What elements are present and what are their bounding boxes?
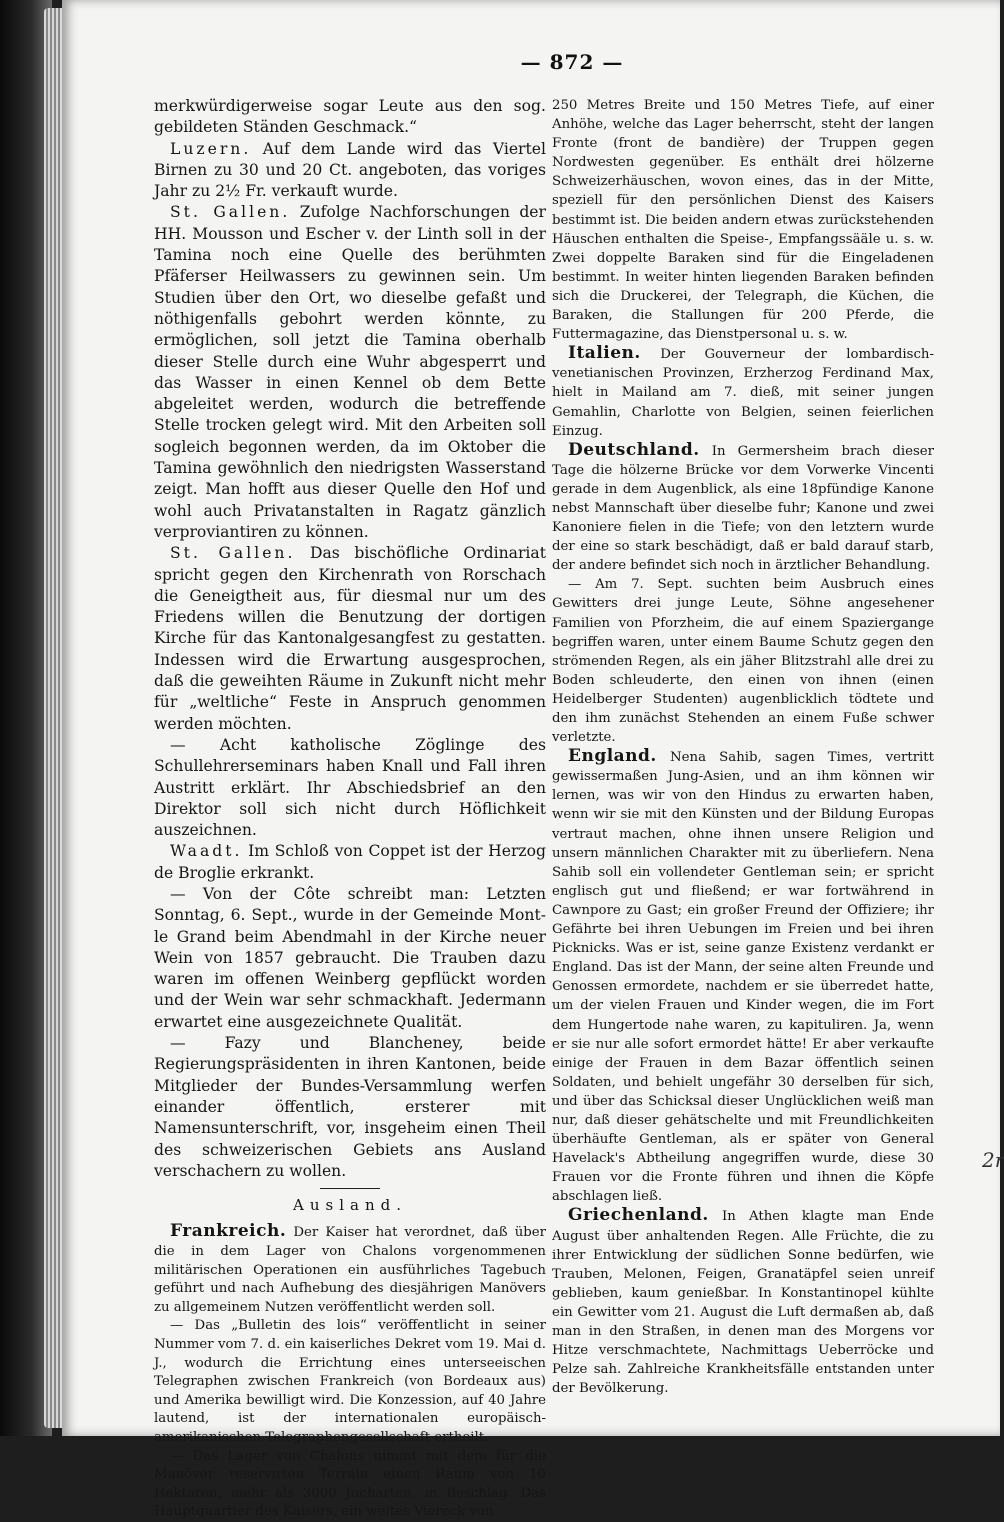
place-heading: England. [568,746,657,767]
paragraph [154,139,546,203]
paragraph-text: Nena Sahib, sagen Times, vertritt gewissermaßen Jung-Asien, und an ihm können wir lernen, was wir von den Hindus zu erwarten haben, wenn wir sie mit den Künsten und der Bildung Europas vertraut machen, ohne ihnen unsere Religion und unsern männlichen Charakter mit zu überliefern. Nena Sahib soll ein vollendeter Gentleman sein; er spricht englisch gut und fließend; er war fortwährend in Cawnpore zu Gast; ein großer Freund der Offiziere; ihr Gefährte bei ihren Uebungen im Freien und bei ihren Picknicks. Was er ist, seine ganze Existenz verdankt er England. Das ist der Mann, der seine alten Freunde und Genossen ermordete, nachdem er sie überredet hatte, um der vielen Frauen und Kinder wegen, die im Fort dem Hungertode nahe waren, zu kapituliren. Ja, wenn er sie nur alle sofort ermordet hätte! Er aber verkaufte einige der Frauen in dem Bazar öffentlich seinen Soldaten, und behielt ungefähr 30 derselben für sich, und über das Schicksal dieser Unglücklichen weiß man nur, daß dieser gehätschelte und mit Freundlichkeiten überhäufte Gentleman, als er später von General Havelack's Abtheilung angegriffen wurde, diese 30 Frauen vor die Fronte führen und ihnen die Köpfe abschlagen ließ. [552,750,934,1205]
paragraph [154,96,546,139]
paragraph [154,1222,546,1317]
paragraph-text: 250 Metres Breite und 150 Metres Tiefe, auf einer Anhöhe, welche das Lager beherrscht, steht der langen Fronte (front de bandière) der Truppen gegen Nordwesten gegenüber. Es enthält drei hölzerne Schweizerhäuschen, wovon eines, das in der Mitte, speziell für den persönlichen Dienst des Kaisers bestimmt ist. Die beiden andern etwas zurückstehenden Häuschen enthalten die Speise-, Empfangssääle u. s. w. Zwei doppelte Baraken sind für die Eingeladenen bestimmt. In weiter hinten liegenden Baraken befinden sich die Druckerei, der Telegraph, die Küchen, die Baraken, die Stallungen für 200 Pferde, die Futtermagazine, das Dienstpersonal u. s. w. [552,98,934,343]
place-heading: St. Gallen. [170,203,291,222]
paragraph-text: Der Kaiser hat verordnet, daß über die in dem Lager von Chalons vorgenommenen militärischen Operationen ein ausführliches Tagebuch geführt und nach Aufhebung des diesjährigen Manövers zu allgemeinem Nutzen veröffentlicht werden soll. [154,1225,546,1315]
handwritten-margin-note: 2r [982,1148,1004,1172]
paragraph [154,1317,546,1447]
paragraph-text: — Am 7. Sept. suchten beim Ausbruch eines Gewitters drei junge Leute, Söhne angesehener Familien von Pforzheim, die auf einem Spaziergange begriffen waren, unter einem Baume Schutz gegen den strömenden Regen, als ein jäher Blitzstrahl alle drei zu Boden schleuderte, den einen von ihnen (einen Heidelberger Studenten) augenblicklich tödtete und den ihm zunächst Stehenden an einem Fuße schwer verletzte. [552,577,934,746]
section-heading: Ausland. [293,1196,407,1215]
paragraph-text: — Von der Côte schreibt man: Letzten Sonntag, 6. Sept., wurde in der Gemeinde Mont-le Grand beim Abendmahl in der Kirche neuer Wein von 1857 gebraucht. Die Trauben dazu waren im offenen Weinberg gepflückt worden und der Wein war sehr schmackhaft. Jedermann erwartet eine ausgezeichnete Qualität. [154,884,546,1031]
paragraph-text: In Germersheim brach dieser Tage die hölzerne Brücke vor dem Vorwerke Vincenti gerade in dem Augenblick, als eine 18pfündige Kanone nebst Mannschaft über dieselbe fuhr; Kanone und zwei Kanoniere fielen in die Tiefe; von den letztern wurde der eine so stark beschädigt, daß er bald darauf starb, der andere befindet sich noch in ärztlicher Behandlung. [552,443,934,574]
paragraph [154,202,546,543]
right-column [552,96,934,1398]
place-heading: Frankreich. [170,1221,287,1242]
paragraph [154,884,546,1033]
right-paragraphs [552,96,934,1398]
newspaper-page [62,0,1004,1520]
paragraph [552,747,934,1206]
paragraph [552,1206,934,1398]
paragraph [552,96,934,344]
left-paragraphs [154,96,546,1182]
paragraph-text: merkwürdigerweise sogar Leute aus den sog. gebildeten Ständen Geschmack.“ [154,97,546,137]
paragraph [552,441,934,576]
paragraph [552,575,934,747]
left-paragraphs-small [154,1222,546,1522]
paragraph-text: Auf dem Lande wird das Viertel Birnen zu 30 und 20 Ct. angeboten, das voriges Jahr zu 2½ Fr. verkauft wurde. [154,139,546,201]
paragraph-text: — Acht katholische Zöglinge des Schullehrerseminars haben Knall und Fall ihren Austritt erklärt. Ihr Abschiedsbrief an den Direktor soll sich nicht durch Höflichkeit auszeichnen. [154,735,546,840]
paragraph-text: In Athen klagte man Ende August über anhaltenden Regen. Alle Früchte, die zu ihrer Entwicklung der südlichen Sonne bedürfen, wie Trauben, Melonen, Feigen, Granatäpfel seien unreif geblieben, kaum genießbar. In Konstantinopel kühlte ein Gewitter vom 21. August die Luft dermaßen ab, daß man in den Straßen, in denen man des Morgens vor Hitze verschmachtete, Nachmittags Ueberröcke und Pelze sah. Zahlreiche Krankheitsfälle entstanden unter der Bevölkerung. [552,1209,934,1397]
paragraph [552,344,934,440]
paragraph-text: Das bischöfliche Ordinariat spricht gegen den Kirchenrath von Rorschach die Geneigtheit aus, für diesmal nur um des Friedens willen die Benutzung der dortigen Kirche für das Kantonalgesangfest zu gestatten. Indessen wird die Erwartung ausgesprochen, daß die geweihten Räume in Zukunft nicht mehr für „weltliche“ Feste in Anspruch genommen werden möchten. [154,544,546,733]
place-heading: Italien. [568,343,641,364]
paragraph-text: — Das Lager von Chalons nimmt mit dem für die Manöver reservirten Terrain einen Raum von 10 Hektaren, mehr als 3000 Jucharten, in Beschlag. Das Hauptquartier des Kaisers, ein weites Viereck von [154,1448,546,1520]
paragraph [154,543,546,735]
paragraph [154,1448,546,1522]
paragraph-text: — Das „Bulletin des lois“ veröffentlicht in seiner Nummer vom 7. d. ein kaiserliches Dekret vom 19. Mai d. J., wodurch die Errichtung eines unterseeischen Telegraphen zwischen Frankreich (von Bordeaux aus) und Amerika bewilligt wird. Die Konzession, auf 40 Jahre lautend, ist der internationalen europäisch-amerikanischen Telegraphengesellschaft ertheilt. [154,1318,546,1445]
paragraph [154,735,546,841]
paragraph [154,1033,546,1182]
place-heading: Luzern. [170,139,252,158]
paragraph-text: Der Gouverneur der lombardisch-venetianischen Provinzen, Erzherzog Ferdinand Max, hielt in Mailand am 7. dieß, mit seiner jungen Gemahlin, Charlotte von Belgien, seinen feierlichen Einzug. [552,347,934,439]
left-column [154,96,546,1522]
place-heading: St. Gallen. [170,544,296,563]
paragraph-text: Zufolge Nachforschungen der HH. Mousson und Escher v. der Linth soll in der Tamina noch eine Quelle des berühmten Pfäferser Heilwassers zu gewinnen sein. Um Studien über den Ort, wo dieselbe gefaßt und nöthigenfalls gebohrt werden könnte, zu ermöglichen, soll jetzt die Tamina oberhalb dieser Stelle durch eine Wuhr abgesperrt und das Wasser in einen Kennel ob dem Bette abgeleitet werden, wodurch die betreffende Stelle trocken gelegt wird. Mit den Arbeiten soll sogleich begonnen werden, da im Oktober die Tamina gewöhnlich den niedrigsten Wasserstand zeigt. Man hofft aus dieser Quelle den Hof und wohl auch Privatanstalten in Ragatz gänzlich verproviantiren zu können. [154,203,546,541]
page-edges [44,8,64,1428]
paragraph-text: Im Schloß von Coppet ist der Herzog de Broglie erkrankt. [154,842,546,882]
paragraph [154,841,546,884]
page-number: — 872 — [520,50,624,74]
place-heading: Deutschland. [568,439,700,460]
place-heading: Waadt. [170,842,243,861]
paragraph-text: — Fazy und Blancheney, beide Regierungspräsidenten in ihren Kantonen, beide Mitglieder der Bundes-Versammlung werfen einander öffentlich, ersterer mit Namensunterschrift, vor, insgeheim einen Theil des schweizerischen Gebiets ans Ausland verschachern zu wollen. [154,1034,546,1180]
section-divider [320,1188,380,1189]
place-heading: Griechenland. [568,1205,709,1226]
